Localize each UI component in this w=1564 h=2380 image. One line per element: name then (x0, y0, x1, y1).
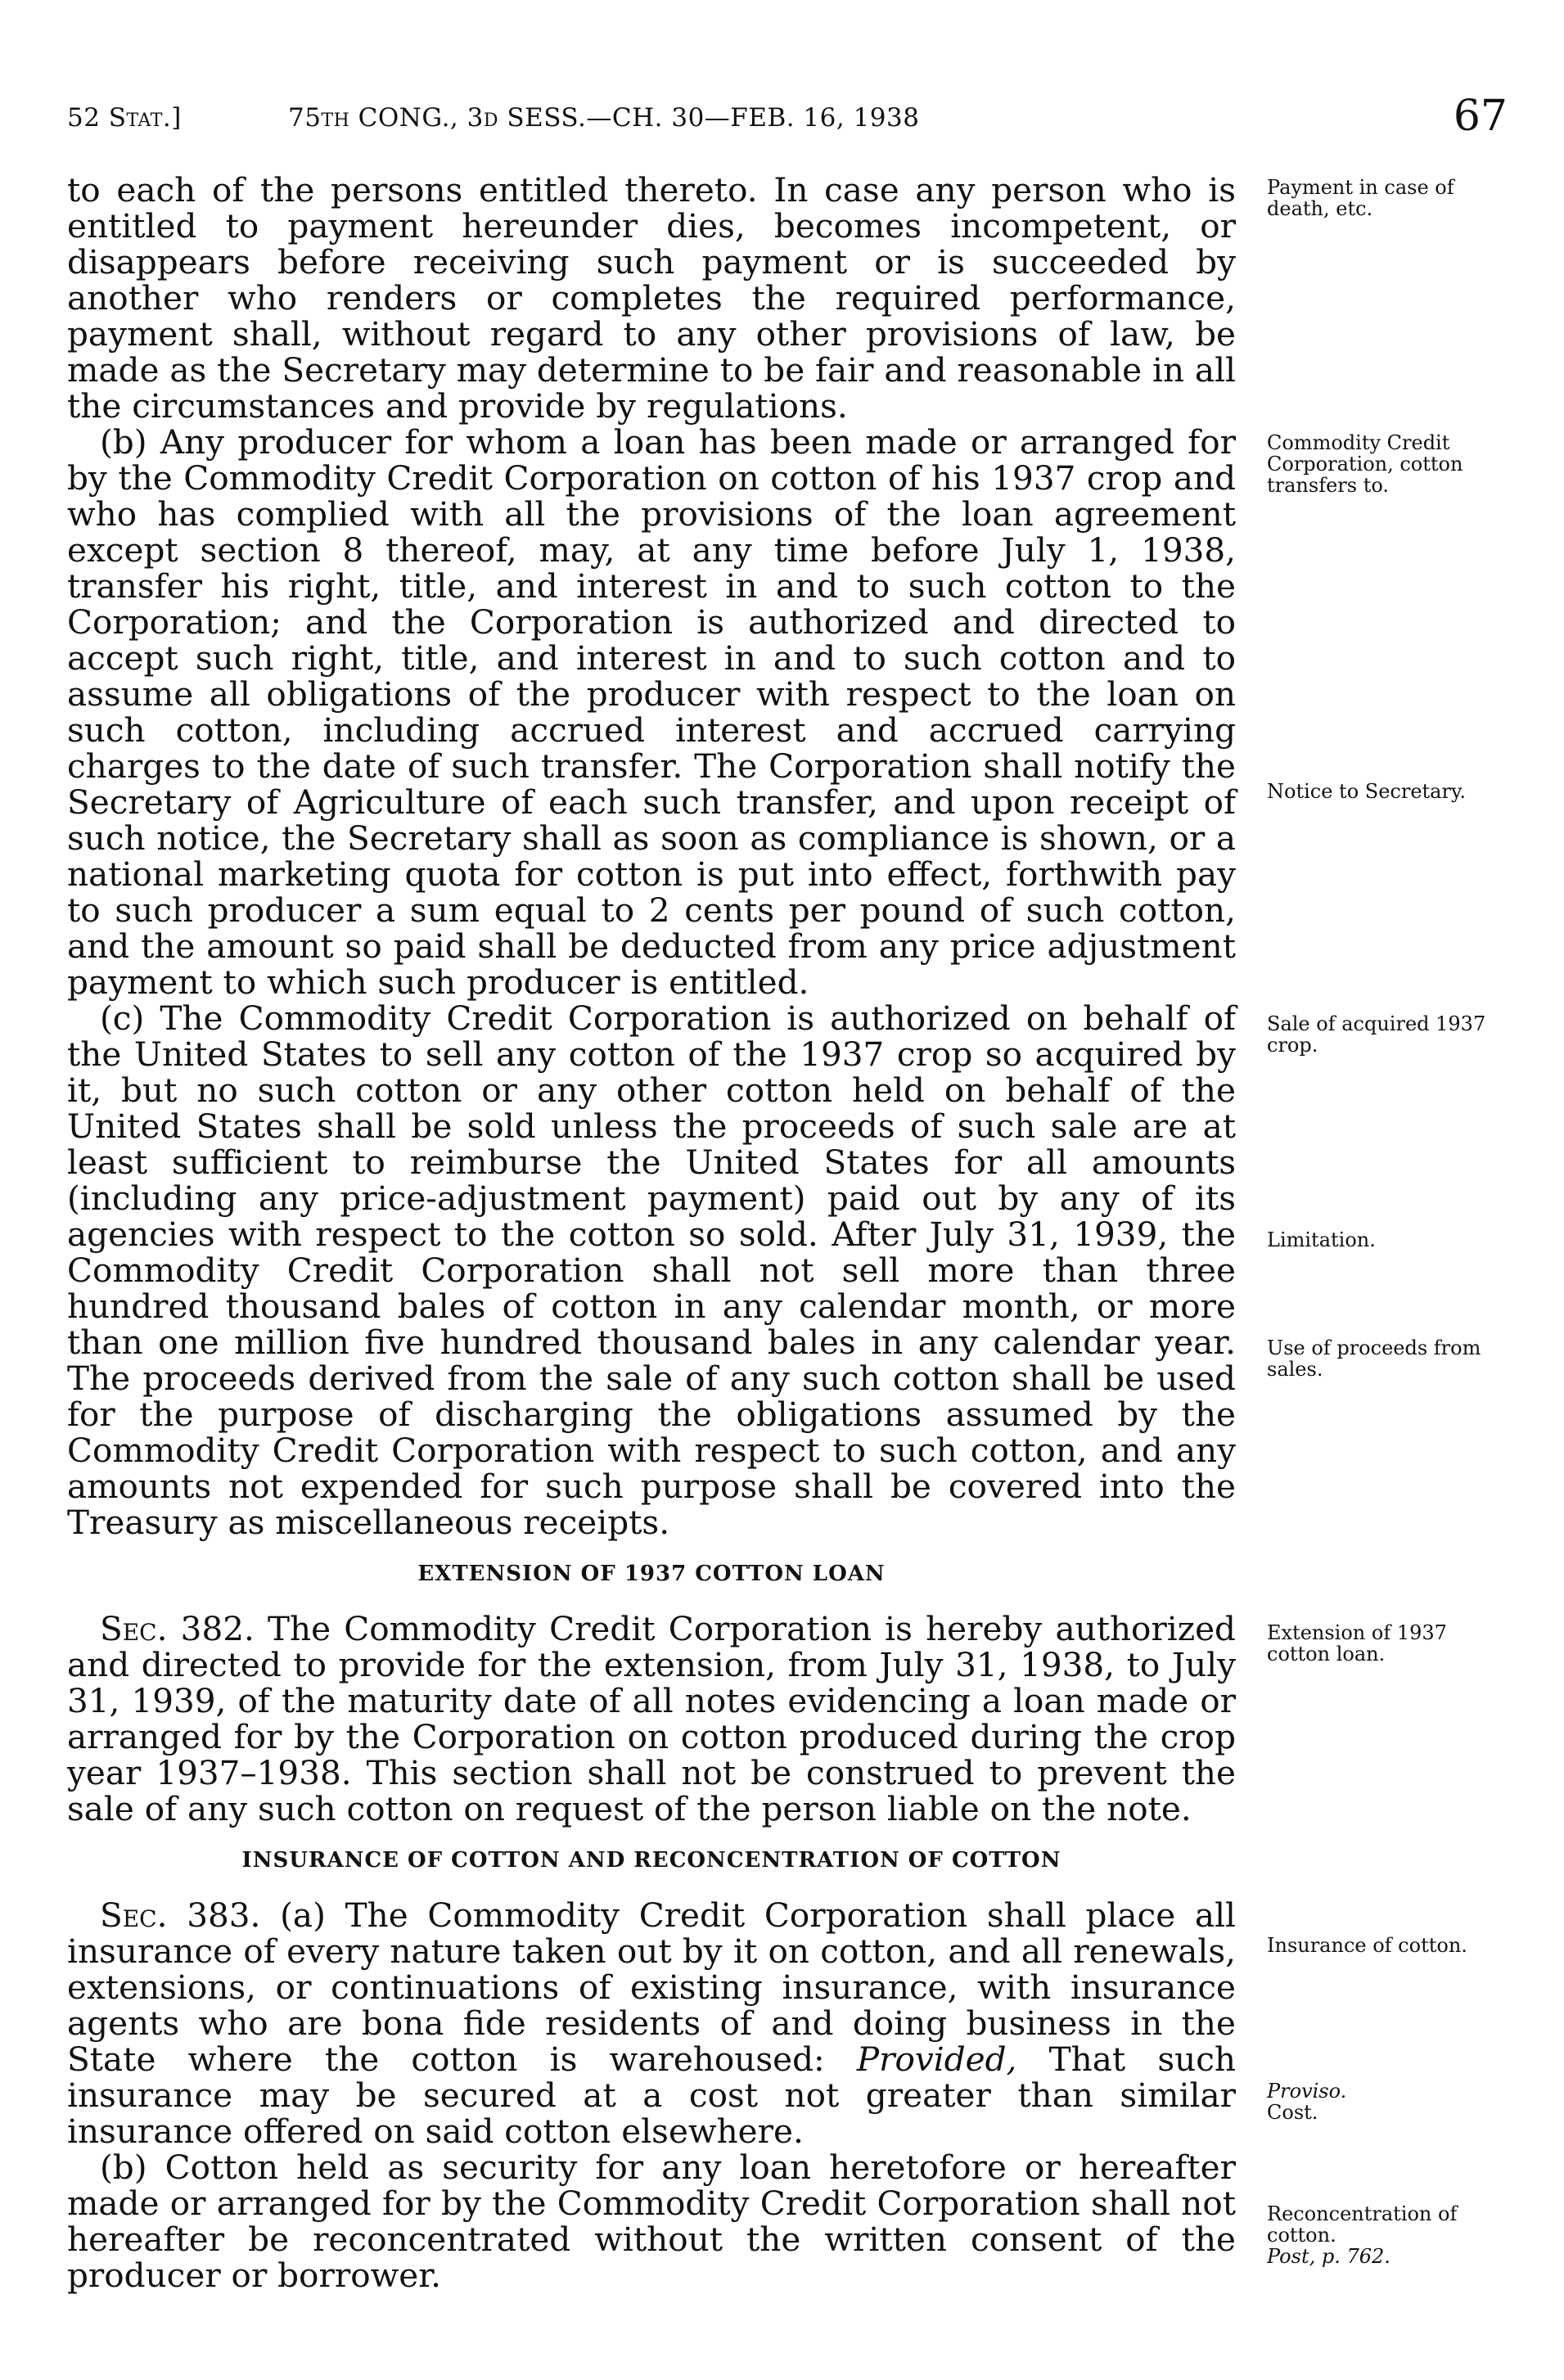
paragraph-sec-382 (67, 1611, 1236, 1827)
margin-note-insurance: Insurance of cotton. (1267, 1934, 1467, 1957)
paragraph-b-transfer: (b) Any producer for whom a loan has been made or arranged for by the Commodity Credit Corporation on cotton of his 1937 crop and who has complied with all the provisions of the loan agreement except section 8 thereof, may, at any time before July 1, 1938, transfer his right, title, and interest in and to such cotton to the Corporation; and the Corporation is authorized and directed to accept such right, title, and interest in and to such cotton and to assume all obligations of the producer with respect to the loan on such cotton, including accrued interest and accrued carrying charges to the date of such transfer. The Corporation shall notify the Secretary of Agriculture of each such transfer, and upon receipt of such notice, the Secretary shall as soon as compliance is shown, or a national marketing quota for cotton is put into effect, forthwith pay to such producer a sum equal to 2 cents per pound of such cotton, and the amount so paid shall be deducted from any price adjustment payment to which such producer is entitled. (67, 422, 1236, 1002)
margin-note-ccc-transfers: Commodity Credit Corporation, cotton transfers to. (1267, 431, 1463, 497)
paragraph-sec-383a (67, 1897, 1236, 2149)
section-text: That such insurance may be secured at a cost not greater than similar insurance offered on said cotton elsewhere. (67, 2040, 1236, 2151)
margin-note-sale-acquired: Sale of acquired 1937 crop. (1267, 1012, 1486, 1057)
margin-note-notice: Notice to Secretary. (1267, 780, 1466, 803)
section-text: (a) The Commodity Credit Corporation shall place all insurance of every nature taken out by it on cotton, and all renewals, extensions, or continuations of existing insurance, with insurance agents who are bona fide residents of and doing business in the State where the cotton is warehoused: (67, 1895, 1236, 2079)
paragraph-c-sale: (c) The Commodity Credit Corporation is authorized on behalf of the United States to sell any cotton of the 1937 crop so acquired by it, but no such cotton or any other cotton held on behalf of the United States shall be sold unless the proceeds of such sale are at least sufficient to reimburse the United States for all amounts (including any price-adjustment payment) paid out by any of its agencies with respect to the cotton so sold. After July 31, 1939, the Commodity Credit Corporation shall not sell more than three hundred thousand bales of cotton in any calendar month, or more than one million five hundred thousand bales in any calendar year. The proceeds derived from the sale of any such cotton shall be used for the purpose of discharging the obligations assumed by the Commodity Credit Corporation with respect to such cotton, and any amounts not expended for such purpose shall be covered into the Treasury as miscellaneous receipts. (67, 998, 1236, 1542)
margin-note-extension: Extension of 1937 cotton loan. (1267, 1621, 1447, 1666)
margin-note-limitation: Limitation. (1267, 1228, 1376, 1251)
margin-note-cost: Cost. (1267, 2101, 1318, 2124)
running-header (67, 92, 1508, 149)
margin-note-proviso (1267, 2080, 1512, 2123)
paragraph-payment-death: to each of the persons entitled thereto. In case any person who is entitled to payment hereunder dies, becomes incompetent, or disappears before receiving such payment or is succeeded by another who renders or completes the required performance, payment shall, without regard to any other provisions of law, be made as the Secretary may determine to be fair and reasonable in all the circumstances and provide by regulations. (67, 170, 1236, 426)
section-heading-extension: EXTENSION OF 1937 COTTON LOAN (417, 1562, 886, 1586)
page-number: 67 (1453, 92, 1508, 141)
section-number: Sec. 382. (100, 1609, 255, 1648)
margin-note-payment-death: Payment in case of death, etc. (1267, 176, 1454, 220)
session-chapter-date: 75th CONG., 3d SESS.—CH. 30—FEB. 16, 1938 (288, 103, 920, 133)
margin-note-post-reference: Post, p. 762. (1267, 2245, 1390, 2268)
section-heading-insurance: INSURANCE OF COTTON AND RECONCENTRATION OF COTTON (241, 1848, 1061, 1873)
statute-reference: 52 Stat.] (67, 103, 182, 133)
margin-note-proviso-label: Proviso. (1267, 2080, 1347, 2103)
main-text-column (67, 172, 1236, 2293)
margin-note-reconcentration (1267, 2203, 1512, 2267)
paragraph-383b: (b) Cotton held as security for any loan heretofore or hereafter made or arranged for by the Commodity Credit Corporation shall not hereafter be reconcentrated without the written consent of the producer or borrower. (67, 2148, 1236, 2295)
margin-note-use-proceeds: Use of proceeds from sales. (1267, 1336, 1481, 1381)
margin-note-reconcentration-label: Reconcentration of cotton. (1267, 2202, 1458, 2247)
proviso-word: Provided, (856, 2040, 1017, 2079)
section-number: Sec. 383. (100, 1895, 261, 1935)
section-text: The Commodity Credit Corporation is hereby authorized and directed to provide for the extension, from July 31, 1938, to July 31, 1939, of the maturity date of all notes evidencing a loan made or arranged for by the Corporation on cotton produced during the crop year 1937–1938. This section shall not be construed to prevent the sale of any such cotton on request of the person liable on the note. (67, 1609, 1236, 1828)
